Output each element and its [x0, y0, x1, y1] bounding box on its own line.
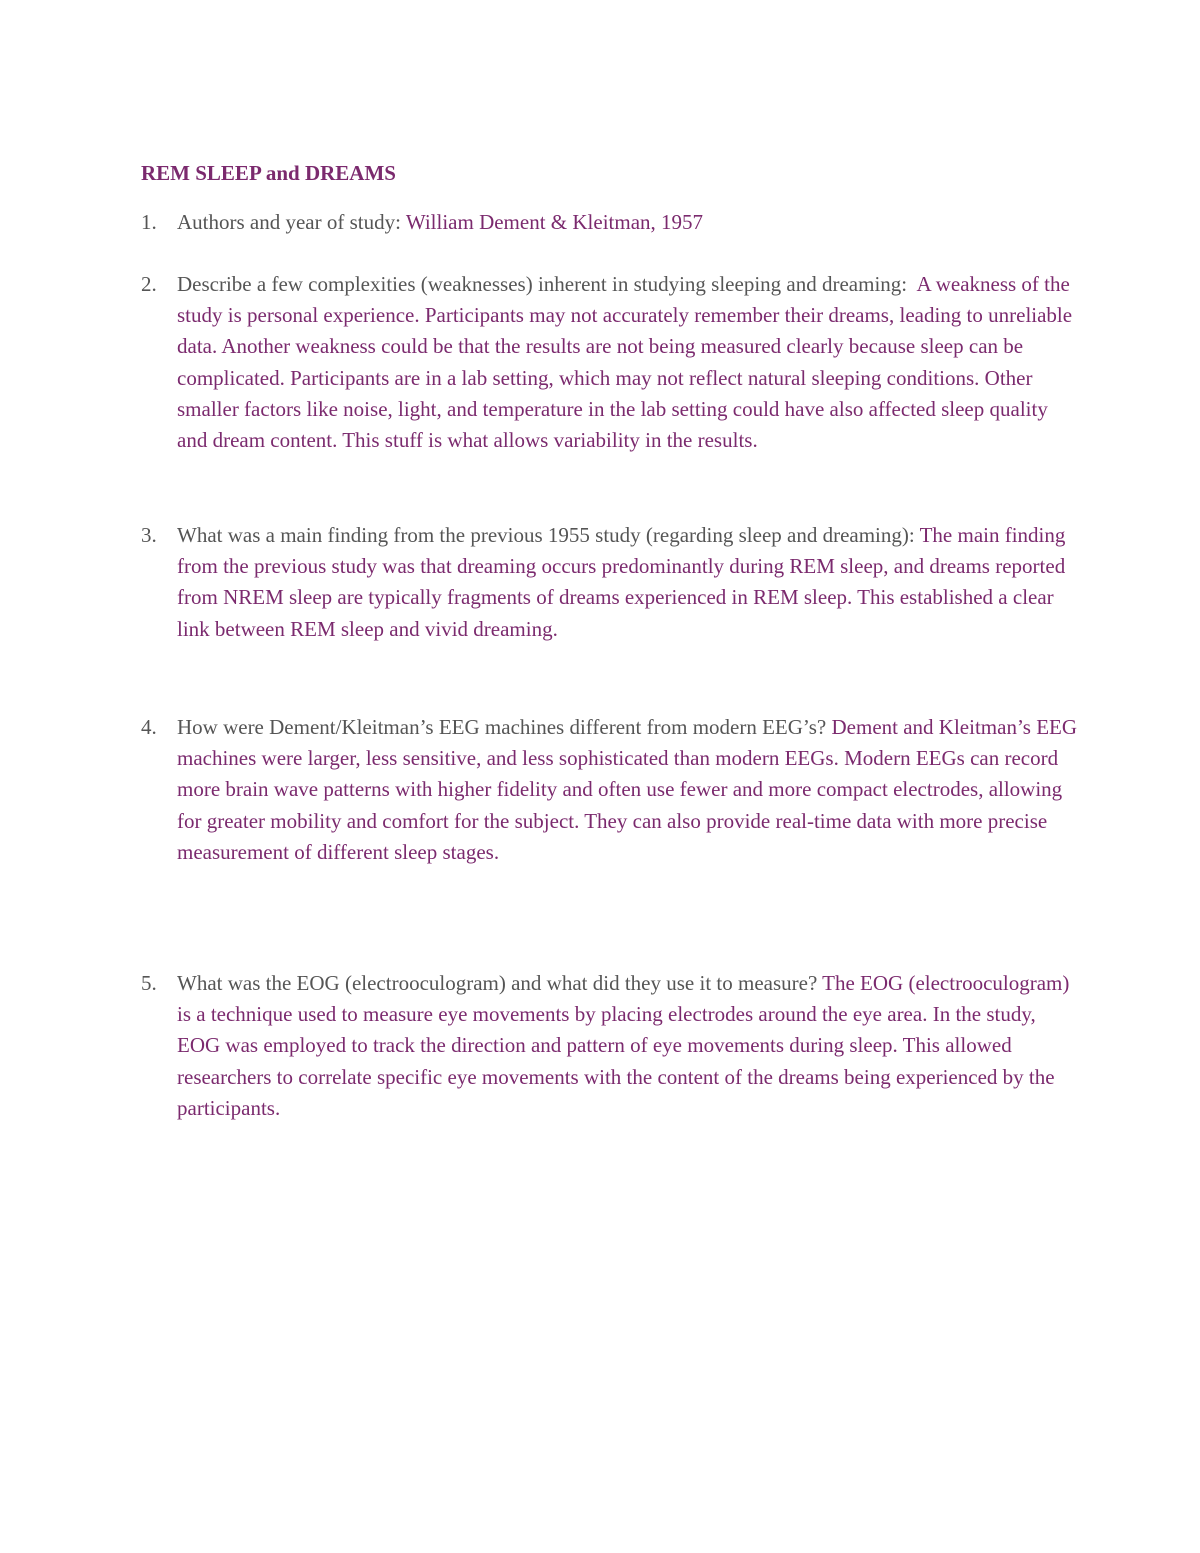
question-text: What was a main finding from the previous 1955 study (regarding sleep and dreaming):	[177, 523, 915, 547]
item-body	[177, 968, 1081, 1124]
question-item-5	[141, 968, 1081, 1124]
item-body	[177, 207, 1081, 238]
document-title: REM SLEEP and DREAMS	[141, 161, 396, 185]
item-number: 1.	[141, 210, 157, 234]
question-text: What was the EOG (electrooculogram) and what did they use it to measure?	[177, 971, 818, 995]
answer-text: A weakness of the study is personal experience. Participants may not accurately remember their dreams, leading to unreliable data. Another weakness could be that the results are not being measured clearly because sleep can be complicated. Participants are in a lab setting, which may not reflect natural sleeping conditions. Other smaller factors like noise, light, and temperature in the lab setting could have also affected sleep quality and dream content. This stuff is what allows variability in the results.	[177, 272, 1073, 453]
answer-text: The main finding from the previous study was that dreaming occurs predominantly during REM sleep, and dreams reported from NREM sleep are typically fragments of dreams experienced in REM sleep. This established a clear link between REM sleep and vivid dreaming.	[177, 523, 1066, 641]
question-text: How were Dement/Kleitman’s EEG machines different from modern EEG’s?	[177, 715, 827, 739]
answer-text: William Dement & Kleitman, 1957	[405, 210, 704, 234]
item-number: 2.	[141, 272, 157, 296]
question-text: Describe a few complexities (weaknesses) inherent in studying sleeping and dreaming:	[177, 272, 908, 296]
question-item-2	[141, 269, 1081, 456]
question-item-3	[141, 520, 1081, 645]
question-item-4	[141, 712, 1081, 868]
question-text: Authors and year of study:	[177, 210, 401, 234]
item-number: 3.	[141, 523, 157, 547]
question-item-1	[141, 207, 1081, 238]
answer-text: The EOG (electrooculogram) is a technique used to measure eye movements by placing electrodes around the eye area. In the study, EOG was employed to track the direction and pattern of eye movements during sleep. This allowed researchers to correlate specific eye movements with the content of the dreams being experienced by the participants.	[177, 971, 1070, 1120]
answer-text: Dement and Kleitman’s EEG machines were larger, less sensitive, and less sophisticated than modern EEGs. Modern EEGs can record more brain wave patterns with higher fidelity and often use fewer and more compact electrodes, allowing for greater mobility and comfort for the subject. They can also provide real-time data with more precise measurement of different sleep stages.	[177, 715, 1078, 864]
item-number: 4.	[141, 715, 157, 739]
item-body	[177, 520, 1081, 645]
item-body	[177, 712, 1081, 868]
item-number: 5.	[141, 971, 157, 995]
item-body	[177, 269, 1081, 456]
